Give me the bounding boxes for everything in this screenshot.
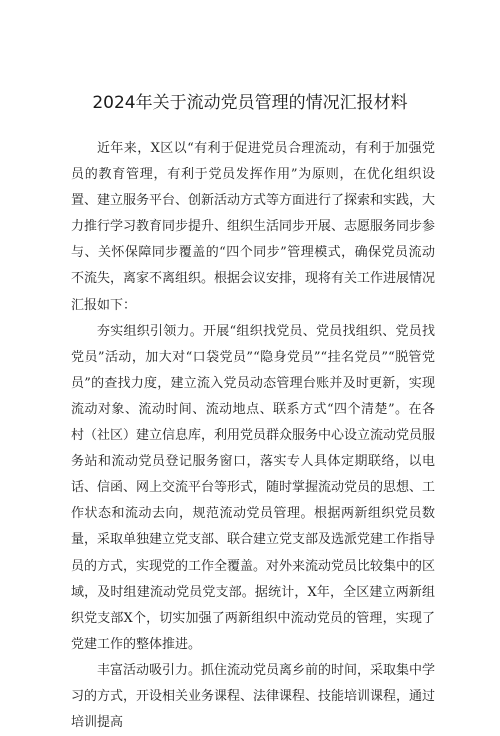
paragraph-organization: 夯实组织引领力。开展“组织找党员、党员找组织、党员找党员”活动，加大对“口袋党员”“隐身党员”“挂名党员”“脱管党员”的查找力度，建立流入党员动态管理台账并及时更新，实现流动对象、流动时间、流动地点、联系方式“四个清楚”。在各村（社区）建立信息库，利用党员群众服务中心设立流动党员服务站和流动党员登记服务窗口，落实专人具体定期联络，以电话、信函、网上交流平台等形式，随时掌握流动党员的思想、工作状态和流动去向，规范流动党员管理。根据两新组织党员数量，采取单独建立党支部、联合建立党支部及选派党建工作指导员的方式，实现党的工作全覆盖。对外来流动党员比较集中的区域，及时组建流动党员党支部。据统计，X年，全区建立两新组织党支部X个，切实加强了两新组织中流动党员的管理，实现了党建工作的整体推进。 — [71, 323, 436, 652]
paragraph-activities: 丰富活动吸引力。抓住流动党员离乡前的时间，采取集中学习的方式，开设相关业务课程、法律课程、技能培训课程，通过培训提高 — [71, 662, 436, 731]
document-body — [71, 136, 435, 736]
paragraph-intro: 近年来，X区以“有利于促进党员合理流动，有利于加强党员的教育管理，有利于党员发挥作用”为原则，在优化组织设置、建立服务平台、创新活动方式等方面进行了探索和实践，大力推行学习教育同步提升、组织生活同步开展、志愿服务同步参与、关怀保障同步覆盖的“四个同步”管理模式，确保党员流动不流失，离家不离组织。根据会议安排，现将有关工作进展情况汇报如下： — [71, 141, 436, 313]
document-title: 2024年关于流动党员管理的情况汇报材料 — [92, 93, 408, 113]
